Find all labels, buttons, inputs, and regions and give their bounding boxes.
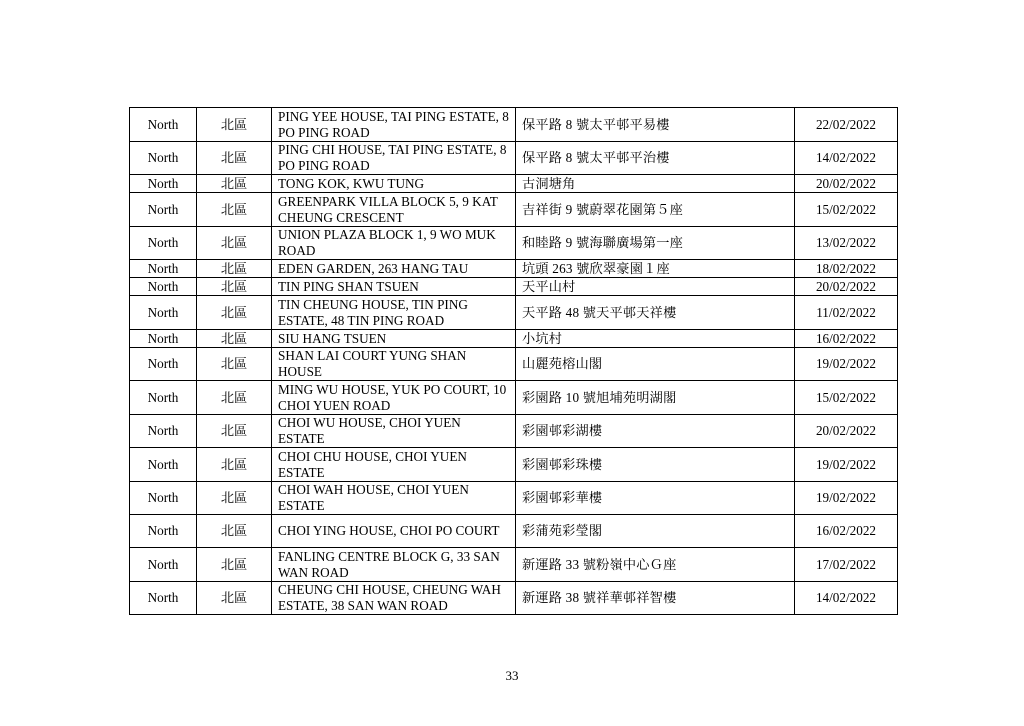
district-zh-cell: 北區	[197, 227, 272, 260]
table-row	[130, 227, 898, 260]
district-zh-cell: 北區	[197, 108, 272, 142]
address-zh-cell: 吉祥街 9 號蔚翠花園第５座	[516, 193, 795, 227]
address-zh-cell: 小坑村	[516, 330, 795, 348]
address-en-cell: TONG KOK, KWU TUNG	[272, 175, 516, 193]
table-row	[130, 296, 898, 330]
date-cell: 19/02/2022	[795, 348, 898, 381]
table-row	[130, 482, 898, 515]
address-en-cell: PING YEE HOUSE, TAI PING ESTATE, 8 PO PING ROAD	[272, 108, 516, 142]
address-en-cell: CHOI CHU HOUSE, CHOI YUEN ESTATE	[272, 448, 516, 482]
address-zh-cell: 古洞塘角	[516, 175, 795, 193]
address-en-cell: CHOI WAH HOUSE, CHOI YUEN ESTATE	[272, 482, 516, 515]
district-en-cell: North	[130, 278, 197, 296]
table-row	[130, 448, 898, 482]
table-body	[130, 108, 898, 615]
table-row	[130, 381, 898, 415]
address-zh-cell: 保平路 8 號太平邨平易樓	[516, 108, 795, 142]
district-zh-cell: 北區	[197, 415, 272, 448]
page-number: 33	[505, 668, 519, 683]
date-cell: 14/02/2022	[795, 142, 898, 175]
date-cell: 17/02/2022	[795, 548, 898, 582]
date-cell: 14/02/2022	[795, 582, 898, 615]
address-en-cell: SHAN LAI COURT YUNG SHAN HOUSE	[272, 348, 516, 381]
date-cell: 11/02/2022	[795, 296, 898, 330]
district-en-cell: North	[130, 108, 197, 142]
district-en-cell: North	[130, 175, 197, 193]
address-en-cell: TIN CHEUNG HOUSE, TIN PING ESTATE, 48 TIN PING ROAD	[272, 296, 516, 330]
table-row	[130, 415, 898, 448]
address-zh-cell: 坑頭 263 號欣翠豪園１座	[516, 260, 795, 278]
address-zh-cell: 山麗苑榕山閣	[516, 348, 795, 381]
date-cell: 18/02/2022	[795, 260, 898, 278]
district-en-cell: North	[130, 142, 197, 175]
address-zh-cell: 和睦路 9 號海聯廣場第一座	[516, 227, 795, 260]
table-row	[130, 515, 898, 548]
district-zh-cell: 北區	[197, 142, 272, 175]
district-en-cell: North	[130, 330, 197, 348]
district-zh-cell: 北區	[197, 582, 272, 615]
address-en-cell: EDEN GARDEN, 263 HANG TAU	[272, 260, 516, 278]
date-cell: 16/02/2022	[795, 330, 898, 348]
date-cell: 20/02/2022	[795, 278, 898, 296]
district-en-cell: North	[130, 548, 197, 582]
district-zh-cell: 北區	[197, 348, 272, 381]
district-zh-cell: 北區	[197, 515, 272, 548]
address-zh-cell: 新運路 38 號祥華邨祥智樓	[516, 582, 795, 615]
date-cell: 15/02/2022	[795, 193, 898, 227]
address-zh-cell: 保平路 8 號太平邨平治樓	[516, 142, 795, 175]
date-cell: 22/02/2022	[795, 108, 898, 142]
district-en-cell: North	[130, 260, 197, 278]
table-row	[130, 582, 898, 615]
address-zh-cell: 天平路 48 號天平邨天祥樓	[516, 296, 795, 330]
district-en-cell: North	[130, 227, 197, 260]
address-en-cell: FANLING CENTRE BLOCK G, 33 SAN WAN ROAD	[272, 548, 516, 582]
address-en-cell: SIU HANG TSUEN	[272, 330, 516, 348]
date-cell: 19/02/2022	[795, 482, 898, 515]
date-cell: 19/02/2022	[795, 448, 898, 482]
district-en-cell: North	[130, 448, 197, 482]
district-zh-cell: 北區	[197, 381, 272, 415]
address-zh-cell: 彩園邨彩華樓	[516, 482, 795, 515]
district-zh-cell: 北區	[197, 193, 272, 227]
district-zh-cell: 北區	[197, 448, 272, 482]
district-zh-cell: 北區	[197, 330, 272, 348]
district-en-cell: North	[130, 482, 197, 515]
table-row	[130, 260, 898, 278]
address-en-cell: PING CHI HOUSE, TAI PING ESTATE, 8 PO PING ROAD	[272, 142, 516, 175]
address-en-cell: CHOI WU HOUSE, CHOI YUEN ESTATE	[272, 415, 516, 448]
district-zh-cell: 北區	[197, 548, 272, 582]
address-en-cell: MING WU HOUSE, YUK PO COURT, 10 CHOI YUEN ROAD	[272, 381, 516, 415]
district-en-cell: North	[130, 193, 197, 227]
district-zh-cell: 北區	[197, 175, 272, 193]
address-zh-cell: 彩園路 10 號旭埔苑明湖閣	[516, 381, 795, 415]
district-en-cell: North	[130, 348, 197, 381]
date-cell: 20/02/2022	[795, 175, 898, 193]
district-en-cell: North	[130, 415, 197, 448]
district-en-cell: North	[130, 296, 197, 330]
table-row	[130, 142, 898, 175]
address-en-cell: CHEUNG CHI HOUSE, CHEUNG WAH ESTATE, 38 SAN WAN ROAD	[272, 582, 516, 615]
address-zh-cell: 彩園邨彩珠樓	[516, 448, 795, 482]
address-en-cell: UNION PLAZA BLOCK 1, 9 WO MUK ROAD	[272, 227, 516, 260]
table-row	[130, 348, 898, 381]
address-zh-cell: 新運路 33 號粉嶺中心Ｇ座	[516, 548, 795, 582]
district-zh-cell: 北區	[197, 296, 272, 330]
district-zh-cell: 北區	[197, 482, 272, 515]
district-en-cell: North	[130, 381, 197, 415]
address-table	[129, 107, 898, 615]
district-zh-cell: 北區	[197, 278, 272, 296]
table-row	[130, 548, 898, 582]
table-row	[130, 175, 898, 193]
address-en-cell: TIN PING SHAN TSUEN	[272, 278, 516, 296]
address-en-cell: GREENPARK VILLA BLOCK 5, 9 KAT CHEUNG CRESCENT	[272, 193, 516, 227]
date-cell: 13/02/2022	[795, 227, 898, 260]
date-cell: 16/02/2022	[795, 515, 898, 548]
table-row	[130, 193, 898, 227]
address-zh-cell: 天平山村	[516, 278, 795, 296]
date-cell: 15/02/2022	[795, 381, 898, 415]
table-row	[130, 330, 898, 348]
district-en-cell: North	[130, 515, 197, 548]
date-cell: 20/02/2022	[795, 415, 898, 448]
district-en-cell: North	[130, 582, 197, 615]
district-zh-cell: 北區	[197, 260, 272, 278]
table-row	[130, 278, 898, 296]
address-zh-cell: 彩園邨彩湖樓	[516, 415, 795, 448]
table-row	[130, 108, 898, 142]
address-zh-cell: 彩蒲苑彩瑩閣	[516, 515, 795, 548]
address-en-cell: CHOI YING HOUSE, CHOI PO COURT	[272, 515, 516, 548]
